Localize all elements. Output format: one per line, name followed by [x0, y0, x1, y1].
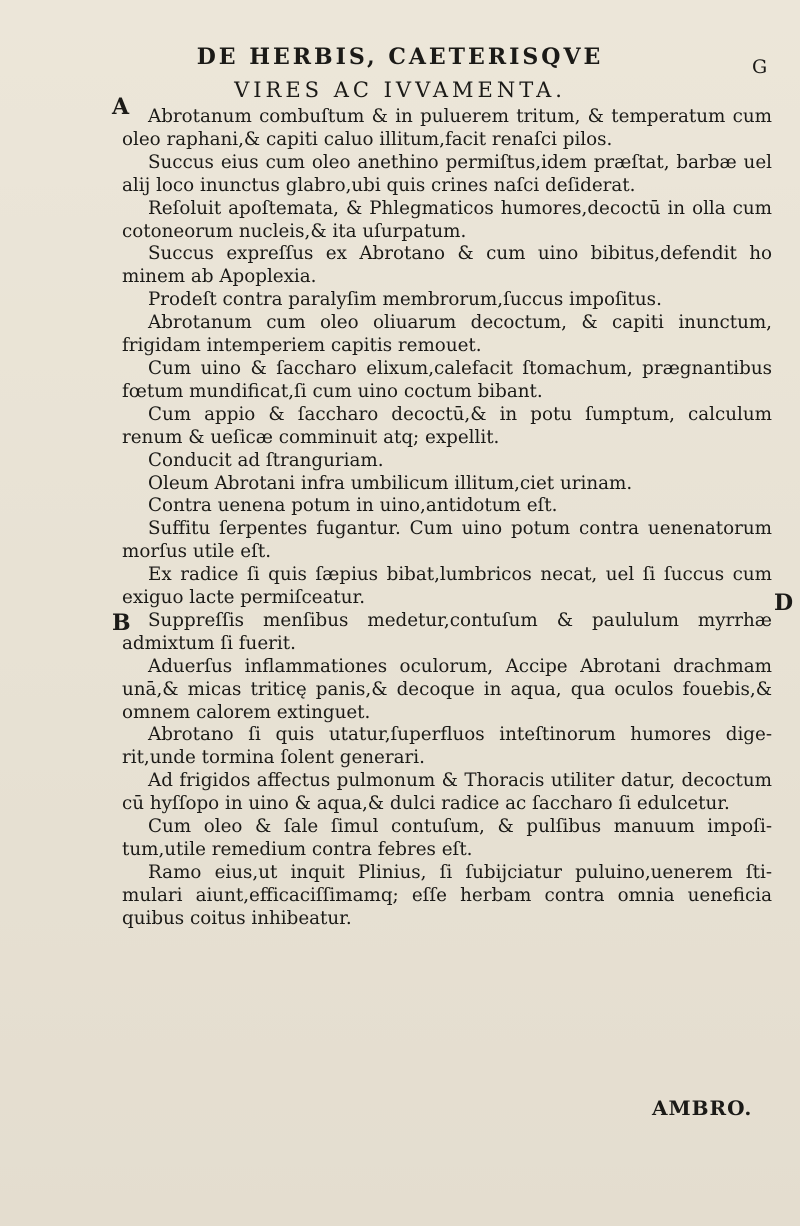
- body-text: [122, 106, 772, 931]
- paragraph: Cum appio & ſaccharo decoctū,& in potu ſumptum, calculum renum & ueſicæ comminuit atq; expellit.: [122, 403, 772, 448]
- paragraph: Ramo eius,ut inquit Plinius, ſi ſubijciatur puluino,uenerem ſtimulari aiunt,efficaciſſimamq; eſſe herbam contra omnia ueneficia quibus coitus inhibeatur.: [122, 861, 772, 929]
- catchword: AMBRO.: [652, 1096, 753, 1120]
- paragraph: Succus eius cum oleo anethino permiſtus,idem præſtat, barbæ uel alij loco inunctus glabro,ubi quis crines naſci deſiderat.: [122, 151, 772, 196]
- paragraph: Prodeſt contra paralyſim membrorum,ſuccus impoſitus.: [148, 289, 662, 311]
- paragraph: Abrotano ſi quis utatur,ſuperfluos inteſtinorum humores digerit,unde tormina ſolent generari.: [122, 724, 772, 769]
- paragraph: Ad frigidos affectus pulmonum & Thoracis utiliter datur, decoctum cū hyſſopo in uino & aqua,& dulci radice ac ſaccharo ſi edulcetur.: [122, 770, 772, 815]
- margin-letter-d: D: [774, 590, 794, 616]
- paragraph: Oleum Abrotani infra umbilicum illitum,ciet urinam.: [148, 472, 633, 494]
- paragraph: Reſoluit apoſtemata, & Phlegmaticos humores,decoctū in olla cum cotoneorum nucleis,& ita uſurpatum.: [122, 197, 772, 242]
- paragraph: Suffitu ſerpentes fugantur. Cum uino potum contra uenenatorum morſus utile eſt.: [122, 518, 772, 563]
- paragraph: Ex radice ſi quis ſæpius bibat,lumbricos necat, uel ſi ſuccus cum exiguo lacte permiſceatur.: [122, 564, 772, 609]
- folio-signature: G: [752, 56, 768, 78]
- paragraph: Abrotanum combuſtum & in puluerem tritum, & temperatum cum oleo raphani,& capiti caluo illitum,facit renaſci pilos.: [122, 106, 772, 150]
- paragraph: Aduerſus inflammationes oculorum, Accipe Abrotani drachmam unā,& micas triticę panis,& decoque in aqua, qua oculos fouebis,& omnem calorem extinguet.: [122, 655, 772, 723]
- paragraph: Conducit ad ſtranguriam.: [148, 449, 384, 471]
- margin-letter-a: A: [112, 94, 130, 120]
- paragraph: Suppreſſis menſibus medetur,contuſum & paululum myrrhæ admixtum ſi fuerit.: [122, 609, 772, 654]
- paragraph: Cum uino & ſaccharo elixum,calefacit ſtomachum, prægnantibus fœtum mundificat,ſi cum uino coctum bibant.: [122, 357, 772, 402]
- paragraph: Cum oleo & ſale ſimul contuſum, & pulſibus manuum impoſitum,utile remedium contra febres eſt.: [122, 816, 772, 860]
- paragraph: Abrotanum cum oleo oliuarum decoctum, & capiti inunctum, frigidam intemperiem capitis remouet.: [122, 312, 772, 357]
- paragraph: Succus expreſſus ex Abrotano & cum uino bibitus,defendit ho minem ab Apoplexia.: [122, 243, 772, 288]
- running-subtitle: VIRES AC IVVAMENTA.: [234, 78, 566, 102]
- paragraph: Contra uenena potum in uino,antidotum eſt.: [148, 495, 558, 517]
- running-title: DE HERBIS, CAETERISQVE: [196, 44, 604, 70]
- margin-letter-b: B: [112, 610, 131, 636]
